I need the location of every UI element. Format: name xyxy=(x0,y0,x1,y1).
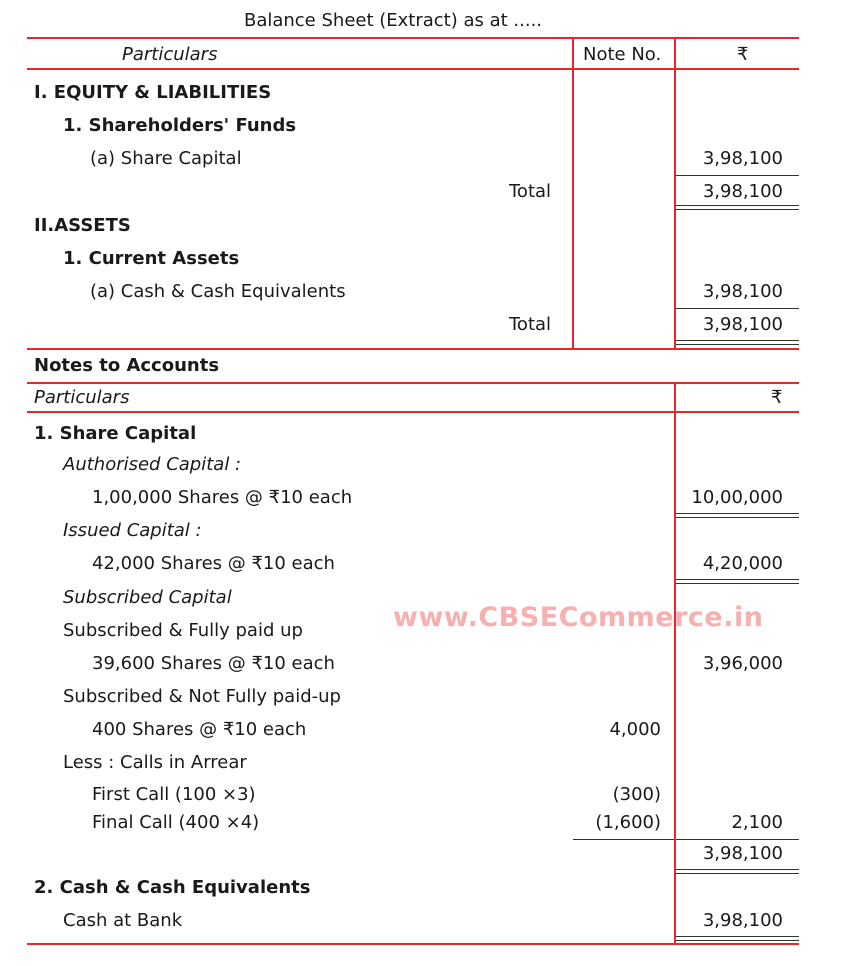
note1-not-fully-sub-amount: 4,000 xyxy=(609,719,661,740)
bs-total1-amount: 3,98,100 xyxy=(702,181,783,202)
watermark: www.CBSECommerce.in xyxy=(393,602,764,633)
notes-top-rule xyxy=(27,382,799,384)
note1-total-double-rule xyxy=(676,869,799,874)
note1-fully-paid-item: 39,600 Shares @ ₹10 each xyxy=(92,653,335,674)
bs-total2-label: Total xyxy=(509,314,552,335)
notes-header-particulars: Particulars xyxy=(34,387,130,408)
note1-first-call-label: First Call (100 ×3) xyxy=(92,784,256,805)
note1-authorised-label: Authorised Capital : xyxy=(63,454,242,475)
bs-total1-double-rule xyxy=(676,205,799,210)
note1-final-call-label: Final Call (400 ×4) xyxy=(92,812,260,833)
bs-item-share-capital: (a) Share Capital xyxy=(90,148,242,169)
note1-less-label: Less : Calls in Arrear xyxy=(63,752,247,773)
notes-bottom-rule xyxy=(27,943,799,945)
notes-header-amount: ₹ xyxy=(771,387,783,408)
bs-header-amount: ₹ xyxy=(737,44,749,65)
bs-total1-top-rule xyxy=(676,175,799,176)
note1-authorised-item: 1,00,000 Shares @ ₹10 each xyxy=(92,487,353,508)
bs-total2-double-rule xyxy=(676,340,799,345)
bs-total2-amount: 3,98,100 xyxy=(702,314,783,335)
bs-total1-label: Total xyxy=(509,181,552,202)
notes-heading: Notes to Accounts xyxy=(34,355,220,376)
note1-heading: 1. Share Capital xyxy=(34,423,197,444)
note1-not-fully-label: Subscribed & Not Fully paid-up xyxy=(63,686,341,707)
note1-issued-double-rule xyxy=(676,579,799,584)
bs-top-rule xyxy=(27,37,799,39)
bs-sub-current-assets: 1. Current Assets xyxy=(63,248,240,269)
bs-item-share-capital-amount: 3,98,100 xyxy=(702,148,783,169)
bs-section-equity: I. EQUITY & LIABILITIES xyxy=(34,82,272,103)
note1-fully-paid-label: Subscribed & Fully paid up xyxy=(63,620,303,641)
note1-first-call-amount: (300) xyxy=(612,784,661,805)
bs-item-cash: (a) Cash & Cash Equivalents xyxy=(90,281,346,302)
bs-sub-shareholders: 1. Shareholders' Funds xyxy=(63,115,297,136)
note1-issued-label: Issued Capital : xyxy=(63,520,202,541)
note2-heading: 2. Cash & Cash Equivalents xyxy=(34,877,311,898)
bs-header-particulars: Particulars xyxy=(122,44,218,65)
note1-subtotal-rule xyxy=(573,839,674,840)
note1-issued-amount: 4,20,000 xyxy=(702,553,783,574)
bs-col-divider-1 xyxy=(572,37,574,349)
note2-item-label: Cash at Bank xyxy=(63,910,183,931)
note1-subscribed-label: Subscribed Capital xyxy=(63,587,232,608)
page-title: Balance Sheet (Extract) as at ..... xyxy=(243,10,543,31)
note1-final-call-amount: (1,600) xyxy=(595,812,661,833)
bs-total2-top-rule xyxy=(676,308,799,309)
bs-section-assets: II.ASSETS xyxy=(34,215,131,236)
note1-final-call-net: 2,100 xyxy=(731,812,783,833)
bs-item-cash-amount: 3,98,100 xyxy=(702,281,783,302)
note1-authorised-amount: 10,00,000 xyxy=(691,487,783,508)
note1-total-top-rule xyxy=(676,839,799,840)
note2-double-rule xyxy=(676,936,799,941)
notes-header-rule xyxy=(27,411,799,413)
note1-not-fully-item: 400 Shares @ ₹10 each xyxy=(92,719,307,740)
bs-header-note: Note No. xyxy=(583,44,662,65)
note2-item-amount: 3,98,100 xyxy=(702,910,783,931)
bs-header-rule xyxy=(27,68,799,70)
note1-total-amount: 3,98,100 xyxy=(702,843,783,864)
note1-issued-item: 42,000 Shares @ ₹10 each xyxy=(92,553,335,574)
bs-bottom-rule xyxy=(27,348,799,350)
note1-fully-paid-amount: 3,96,000 xyxy=(702,653,783,674)
note1-authorised-double-rule xyxy=(676,513,799,518)
